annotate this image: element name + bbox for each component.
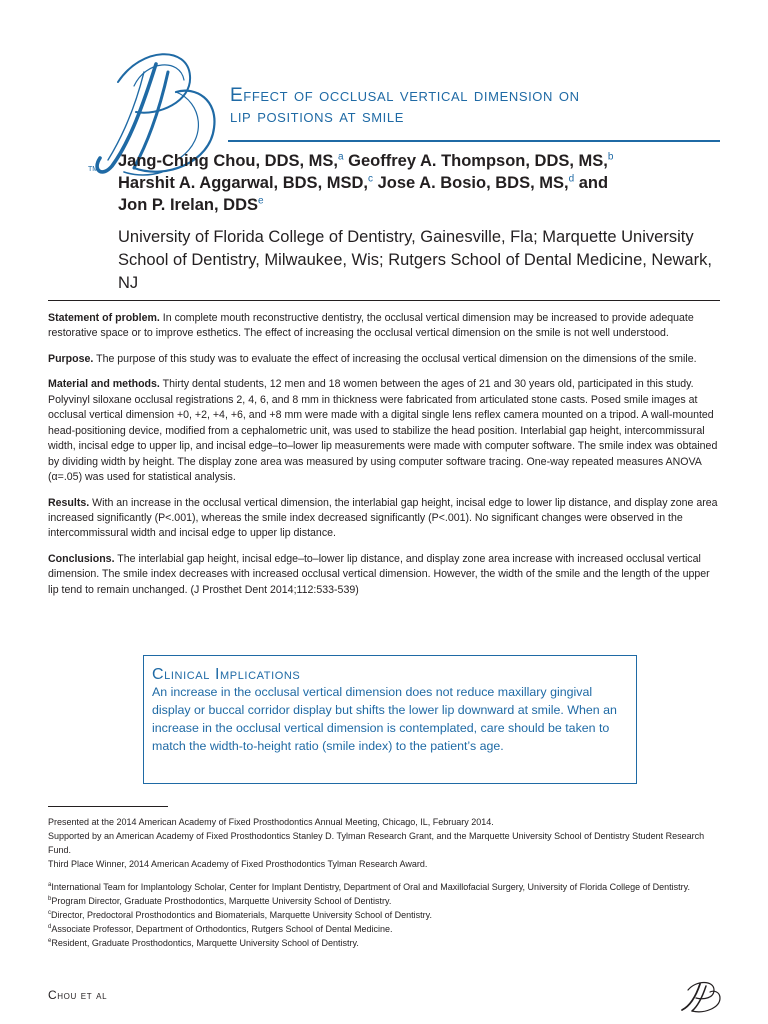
abstract-text: Thirty dental students, 12 men and 18 women between the ages of 21 and 30 years old, participated in this study. Polyvinyl siloxane occlusal registrations 2, 4, 6, and 8 mm in thickness were fabricated from articulated stone casts. Posed smile images at occlusal vertical dimension +0, +2, +4, +6, and +8 mm were made with a digital single lens reflex camera mounted on a tripod. A wall-mounted head-positioning device, modified from a cephalometric unit, was used to stabilize the head position. Interlabial gap height, intercommissural width, incisal edge to upper lip, and incisal edge–to–lower lip measurements were made with computer software. The smile index was obtained by dividing width by height. The display zone area was measured by using computer software tracing. One-way repeated measures ANOVA (α=.05) was used for statistical analysis.: [48, 378, 718, 484]
clinical-implications-text: An increase in the occlusal vertical dimension does not reduce maxillary gingival display or buccal corridor display but shifts the lower lip downward at smile. When an increase in the occlusal vertical dimension is contemplated, care should be taken to match the width-to-height ratio (smile index) to the patient’s age.: [152, 685, 617, 753]
footnote-rule: [48, 806, 168, 807]
author-name: Harshit A. Aggarwal, BDS, MSD,: [118, 174, 368, 193]
abstract-label: Purpose.: [48, 352, 94, 365]
footnote-affiliation: $^d$Associate Professor, Department of Orthodontics, Rutgers School of Dental Medicine.: [48, 923, 393, 934]
header-divider: [48, 300, 720, 301]
footnote-affiliations: [48, 881, 718, 951]
abstract: [48, 311, 722, 608]
abstract-text: In complete mouth reconstructive dentistry, the occlusal vertical dimension may be increased to provide adequate restorative space or to improve esthetics. The effect of increasing the occlusal vertical dimension on the smile is not well understood.: [48, 312, 694, 340]
footnote-support: Supported by an American Academy of Fixed Prosthodontics Stanley D. Tylman Research Grant, and the Marquette University School of Dentistry Student Research Fund.: [48, 830, 705, 855]
abstract-text: With an increase in the occlusal vertical dimension, the interlabial gap height, incisal edge to lower lip distance, and display zone area increased significantly (P<.001), whereas the smile index decreased significantly (P<.001). No significant changes were observed in the intercommissural width and incisal edge to upper lip distance.: [48, 496, 718, 540]
title-rule: [228, 140, 720, 142]
author-name: Jang-Ching Chou, DDS, MS,: [118, 152, 338, 170]
journal-logo-small-icon: [676, 978, 722, 1014]
abstract-label: Conclusions.: [48, 552, 115, 565]
abstract-label: Statement of problem.: [48, 312, 160, 324]
abstract-text: The interlabial gap height, incisal edge–to–lower lip distance, and display zone area increase with increased occlusal vertical dimension. The smile index decreases with increased occlusal vertical dimension. However, the width of the smile and the length of the upper lip tend to remain unchanged. (J Prosthet Dent 2014;112:533-539): [48, 552, 710, 596]
author-name: Jose A. Bosio, BDS, MS,: [377, 174, 569, 193]
footnote-affiliation: $^e$Resident, Graduate Prosthodontics, Marquette University School of Dentistry.: [48, 937, 359, 948]
trademark-mark: TM: [88, 166, 99, 173]
author-sup: a: [338, 151, 344, 163]
author-name: Geoffrey A. Thompson, DDS, MS,: [348, 152, 608, 170]
author-sup: c: [367, 173, 373, 185]
abstract-purpose: [48, 352, 722, 367]
author-list: Jang-Ching Chou, DDS, MS,$^a$ Geoffrey A. Thompson, DDS, MS,$^b$ Harshit A. Aggarwal, BDS, MSD,$^c$ Jose A. Bosio, BDS, MS,$^d$ and Jon P. Irelan, DDS$^e$: [118, 151, 614, 215]
author-sup: b: [607, 151, 614, 163]
article-title-line-1: Effect of occlusal vertical dimension on: [230, 85, 580, 106]
footnotes: [48, 816, 718, 950]
author-affiliation: University of Florida College of Dentistry, Gainesville, Fla; Marquette University School of Dentistry, Milwaukee, Wis; Rutgers School of Dental Medicine, Newark, NJ: [118, 228, 712, 293]
author-name: Jon P. Irelan, DDS: [118, 196, 258, 215]
author-sup: e: [258, 195, 264, 207]
footnote-affiliation: $^b$Program Director, Graduate Prosthodontics, Marquette University School of Dentistry.: [48, 895, 392, 906]
abstract-label: Results.: [48, 496, 90, 509]
footnote-presented: Presented at the 2014 American Academy of Fixed Prosthodontics Annual Meeting, Chicago, IL, February 2014.: [48, 817, 494, 827]
running-head: Chou et al: [48, 988, 108, 1002]
author-sup: d: [568, 173, 575, 185]
abstract-conclusions: [48, 552, 722, 598]
clinical-implications-box: [143, 655, 637, 784]
clinical-implications-heading: Clinical Implications: [152, 666, 301, 683]
article-title: [230, 86, 740, 127]
article-title-line-2: lip positions at smile: [230, 105, 404, 127]
footnote-affiliation: $^c$Director, Predoctoral Prosthodontics and Biomaterials, Marquette University School of Dentistry.: [48, 909, 432, 920]
abstract-label: Material and methods.: [48, 378, 160, 391]
abstract-statement-of-problem: [48, 311, 722, 342]
abstract-material-and-methods: [48, 377, 722, 485]
footnote-award: Third Place Winner, 2014 American Academy of Fixed Prosthodontics Tylman Research Award.: [48, 858, 428, 869]
abstract-text: The purpose of this study was to evaluate the effect of increasing the occlusal vertical dimension on the dimensions of the smile.: [93, 352, 697, 365]
abstract-results: [48, 496, 722, 542]
footnote-affiliation: $^a$International Team for Implantology Scholar, Center for Implant Dentistry, Department of Oral and Maxillofacial Surgery, University of Florida College of Dentistry.: [48, 881, 690, 892]
